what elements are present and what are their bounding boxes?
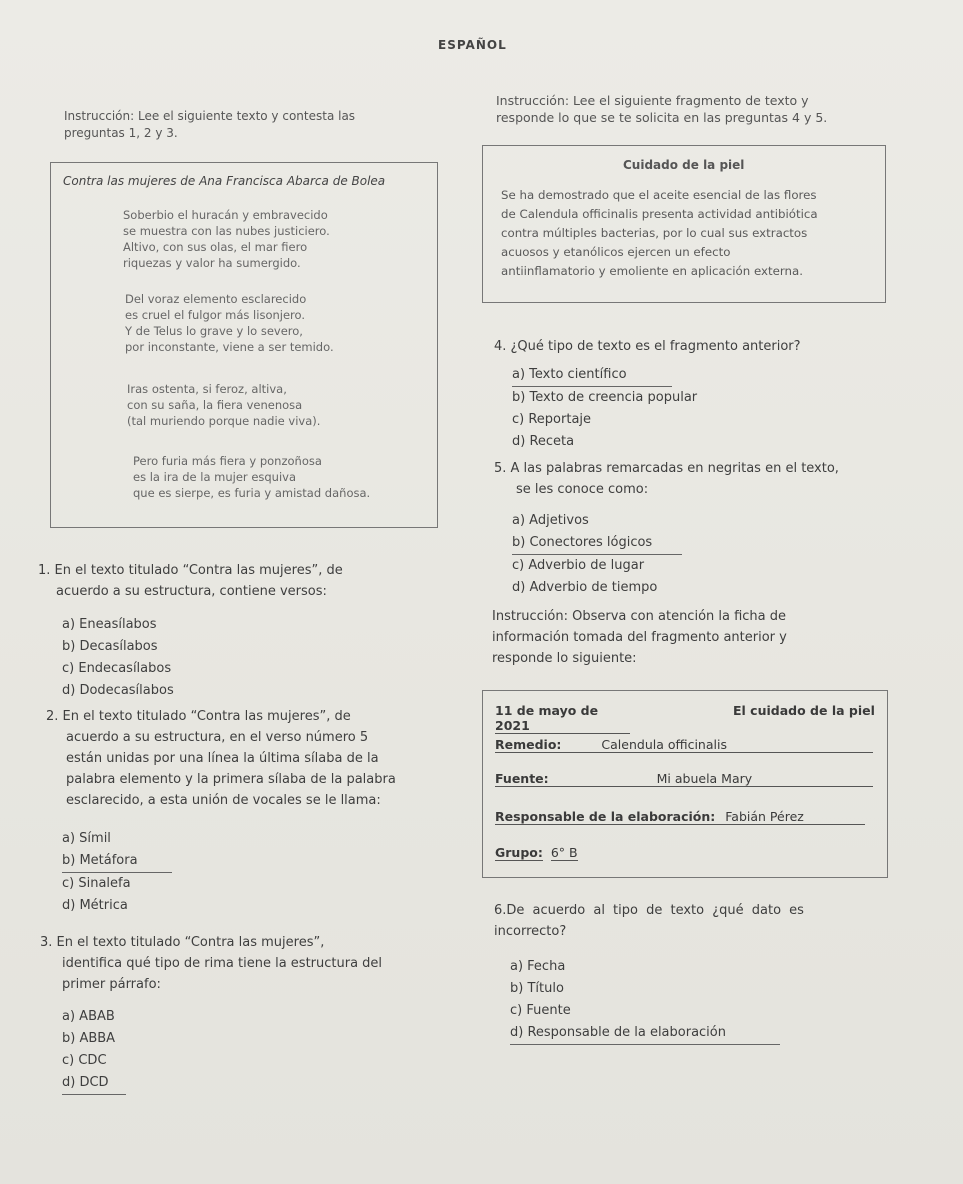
poem-verse: (tal muriendo porque nadie viva). [127,414,321,428]
fuente-value: Mi abuela Mary [656,771,753,786]
option-a[interactable]: a) Adjetivos [512,513,589,528]
right-instruction-2 [492,606,892,669]
instruction-line: Instrucción: Observa con atención la ficha de [492,609,787,624]
question-text: identifica qué tipo de rima tiene la estructura del [62,956,383,971]
poem-verse: Pero furia más fiera y ponzoñosa [133,454,322,468]
poem-verse: Altivo, con sus olas, el mar fiero [123,240,308,254]
card-fuente-row [495,771,873,787]
poem-verse: se muestra con las nubes justiciero. [123,224,330,238]
fragment-line: Se ha demostrado que el aceite esencial de las flores [501,188,817,202]
fragment-line: acuosos y etanólicos ejercen un efecto [501,245,731,259]
question-6 [494,900,914,942]
question-3-options [62,1006,126,1095]
fragment-line: antiinflamatorio y emoliente en aplicación externa. [501,264,803,278]
question-5-options [512,510,682,599]
question-2-options [62,828,172,917]
question-text: primer párrafo: [62,977,161,992]
question-4-options [512,364,697,453]
poem-verse: riquezas y valor ha sumergido. [123,256,301,270]
fragment-line: de Calendula officinalis presenta actividad antibiótica [501,207,818,221]
question-1-options [62,614,174,702]
fragment-text [501,186,876,281]
question-text: 2. En el texto titulado “Contra las mujeres”, de [46,709,351,724]
question-5 [494,458,914,500]
info-card [482,690,888,878]
option-c[interactable]: c) Sinalefa [62,876,131,891]
poem-verse: Soberbio el huracán y embravecido [123,208,328,222]
question-text: palabra elemento y la primera sílaba de la palabra [66,772,396,787]
poem-verse: con su saña, la fiera venenosa [127,398,303,412]
remedio-label: Remedio: [495,737,562,752]
page-title: ESPAÑOL [438,38,507,52]
question-4: 4. ¿Qué tipo de texto es el fragmento anterior? [494,339,801,354]
card-date: 11 de mayo de 2021 [495,703,630,734]
poem-verse: Del voraz elemento esclarecido [125,292,307,306]
question-text: están unidas por una línea la última sílaba de la [66,751,379,766]
remedio-value: Calendula officinalis [601,737,727,752]
poem-verse: que es sierpe, es furia y amistad dañosa. [133,486,371,500]
question-text: acuerdo a su estructura, contiene versos: [56,584,327,599]
poem-stanza-2 [125,291,334,355]
card-grupo-row [495,845,578,860]
option-b[interactable]: b) Decasílabos [62,639,158,654]
option-b[interactable]: b) Título [510,981,564,996]
question-6-options [510,956,780,1045]
card-heading: El cuidado de la piel [733,703,875,718]
option-a[interactable]: a) Texto científico [512,364,672,387]
option-d[interactable]: d) DCD [62,1072,126,1095]
poem-stanza-4 [133,453,370,501]
left-instruction-line: Instrucción: Lee el siguiente texto y contesta las [64,109,356,123]
poem-stanza-1 [123,207,330,271]
poem-title: Contra las mujeres de Ana Francisca Abarca de Bolea [63,174,386,188]
card-responsable-row [495,809,865,825]
question-text: 1. En el texto titulado “Contra las mujeres”, de [38,563,343,578]
option-c[interactable]: c) Reportaje [512,412,592,427]
option-b[interactable]: b) Texto de creencia popular [512,390,698,405]
option-a[interactable]: a) Eneasílabos [62,617,157,632]
right-instruction [496,92,916,126]
question-text: 5. A las palabras remarcadas en negritas en el texto, [494,461,839,476]
question-text: acuerdo a su estructura, en el verso número 5 [66,730,369,745]
question-text: incorrecto? [494,924,567,939]
question-2 [46,706,446,811]
option-c[interactable]: c) CDC [62,1053,107,1068]
fragment-title: Cuidado de la piel [623,158,745,172]
poem-verse: Iras ostenta, si feroz, altiva, [127,382,287,396]
question-3 [40,932,440,995]
responsable-label: Responsable de la elaboración: [495,809,716,824]
poem-verse: es la ira de la mujer esquiva [133,470,297,484]
instruction-line: responde lo siguiente: [492,651,637,666]
option-b[interactable]: b) ABBA [62,1031,116,1046]
right-instruction-line: responde lo que se te solicita en las preguntas 4 y 5. [496,110,828,125]
left-instruction [64,108,444,142]
grupo-label: Grupo: [495,845,543,860]
option-c[interactable]: c) Endecasílabos [62,661,172,676]
option-a[interactable]: a) Fecha [510,959,566,974]
option-d[interactable]: d) Métrica [62,898,128,913]
left-instruction-line: preguntas 1, 2 y 3. [64,126,178,140]
question-text: 6.De acuerdo al tipo de texto ¿qué dato es [494,903,804,918]
grupo-value: 6° B [550,845,578,860]
poem-verse: es cruel el fulgor más lisonjero. [125,308,306,322]
question-text: esclarecido, a esta unión de vocales se le llama: [66,793,381,808]
question-text: se les conoce como: [516,482,649,497]
poem-verse: Y de Telus lo grave y lo severo, [125,324,303,338]
card-remedio-row [495,737,873,753]
option-a[interactable]: a) ABAB [62,1009,115,1024]
option-d[interactable]: d) Dodecasílabos [62,683,174,698]
right-instruction-line: Instrucción: Lee el siguiente fragmento de texto y [496,93,809,108]
option-d[interactable]: d) Adverbio de tiempo [512,580,658,595]
option-b[interactable]: b) Conectores lógicos [512,532,682,555]
fragment-box [482,145,886,303]
poem-box [50,162,438,528]
responsable-value: Fabián Pérez [725,809,804,824]
instruction-line: información tomada del fragmento anterior y [492,630,787,645]
option-a[interactable]: a) Símil [62,831,111,846]
fuente-label: Fuente: [495,771,549,786]
question-text: 3. En el texto titulado “Contra las mujeres”, [40,935,325,950]
option-c[interactable]: c) Fuente [510,1003,571,1018]
poem-stanza-3 [127,381,320,429]
option-d[interactable]: d) Receta [512,434,575,449]
fragment-line: contra múltiples bacterias, por lo cual sus extractos [501,226,808,240]
option-c[interactable]: c) Adverbio de lugar [512,558,645,573]
poem-verse: por inconstante, viene a ser temido. [125,340,334,354]
question-1 [38,560,438,602]
option-b[interactable]: b) Metáfora [62,850,172,873]
option-d[interactable]: d) Responsable de la elaboración [510,1022,780,1045]
